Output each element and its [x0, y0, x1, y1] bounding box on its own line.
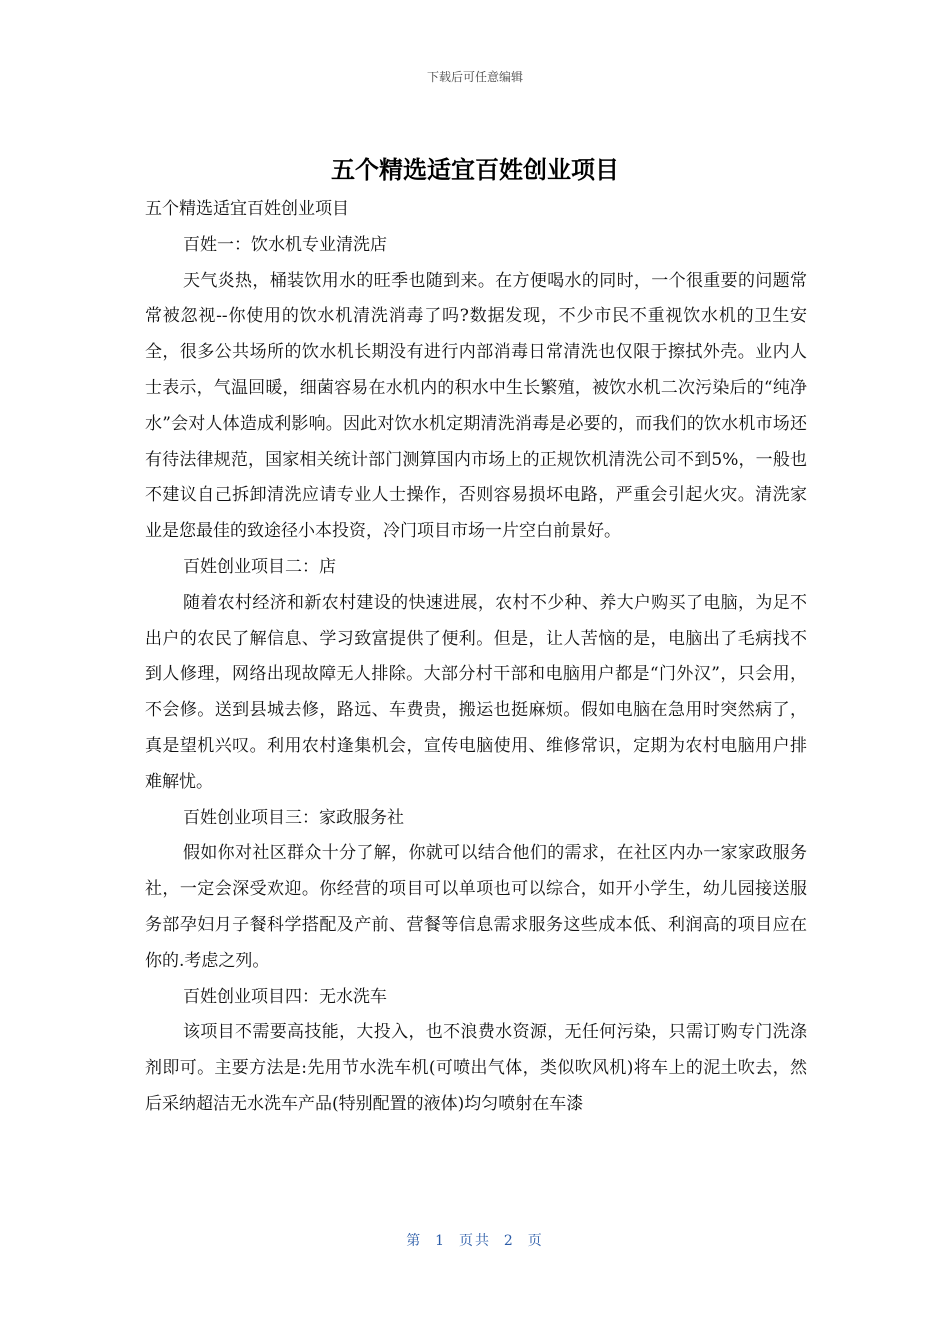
paragraph: 百姓创业项目三：家政服务社: [183, 807, 404, 828]
page-footer: 第 1 页共 2 页: [406, 1233, 544, 1249]
document-body: [145, 192, 807, 1123]
header-note: 下载后可任意编辑: [426, 70, 523, 84]
document-title: 五个精选适宜百姓创业项目: [331, 156, 619, 184]
paragraph: 随着农村经济和新农村建设的快速进展，农村不少种、养大户购买了电脑，为足不出户的农民了解信息、学习致富提供了便利。但是，让人苦恼的是，电脑出了毛病找不到人修理，网络出现故障无人排除。大部分村干部和电脑用户都是“门外汉”，只会用，不会修。送到县城去修，路远、车费贵，搬运也挺麻烦。假如电脑在急用时突然病了，真是望机兴叹。利用农村逢集机会，宣传电脑使用、维修常识，定期为农村电脑用户排难解忧。: [145, 592, 807, 792]
paragraph: 百姓创业项目二：店: [183, 556, 336, 577]
paragraph: 五个精选适宜百姓创业项目: [145, 199, 349, 219]
paragraph: 该项目不需要高技能，大投入，也不浪费水资源，无任何污染，只需订购专门洗涤剂即可。主要方法是:先用节水洗车机(可喷出气体，类似吹风机)将车上的泥土吹去，然后采纳超洁无水洗车产品(特别配置的液体)均匀喷射在车漆: [145, 1022, 807, 1114]
paragraph: 百姓创业项目四：无水洗车: [183, 986, 387, 1007]
paragraph: 百姓一：饮水机专业清洗店: [183, 234, 387, 255]
paragraph: 天气炎热，桶装饮用水的旺季也随到来。在方便喝水的同时，一个很重要的问题常常被忽视--你使用的饮水机清洗消毒了吗?数据发现，不少市民不重视饮水机的卫生安全，很多公共场所的饮水机长期没有进行内部消毒日常清洗也仅限于擦拭外壳。业内人士表示，气温回暖，细菌容易在水机内的积水中生长繁殖，被饮水机二次污染后的“纯净水”会对人体造成利影响。因此对饮水机定期清洗消毒是必要的，而我们的饮水机市场还有待法律规范，国家相关统计部门测算国内市场上的正规饮机清洗公司不到5%，一般也不建议自己拆卸清洗应请专业人士操作，否则容易损坏电路，严重会引起火灾。清洗家业是您最佳的致途径小本投资，冷门项目市场一片空白前景好。: [145, 270, 807, 542]
paragraph: 假如你对社区群众十分了解，你就可以结合他们的需求，在社区内办一家家政服务社，一定会深受欢迎。你经营的项目可以单项也可以综合，如开小学生，幼儿园接送服务部孕妇月子餐科学搭配及产前、营餐等信息需求服务这些成本低、利润高的项目应在你的.考虑之列。: [145, 843, 807, 971]
